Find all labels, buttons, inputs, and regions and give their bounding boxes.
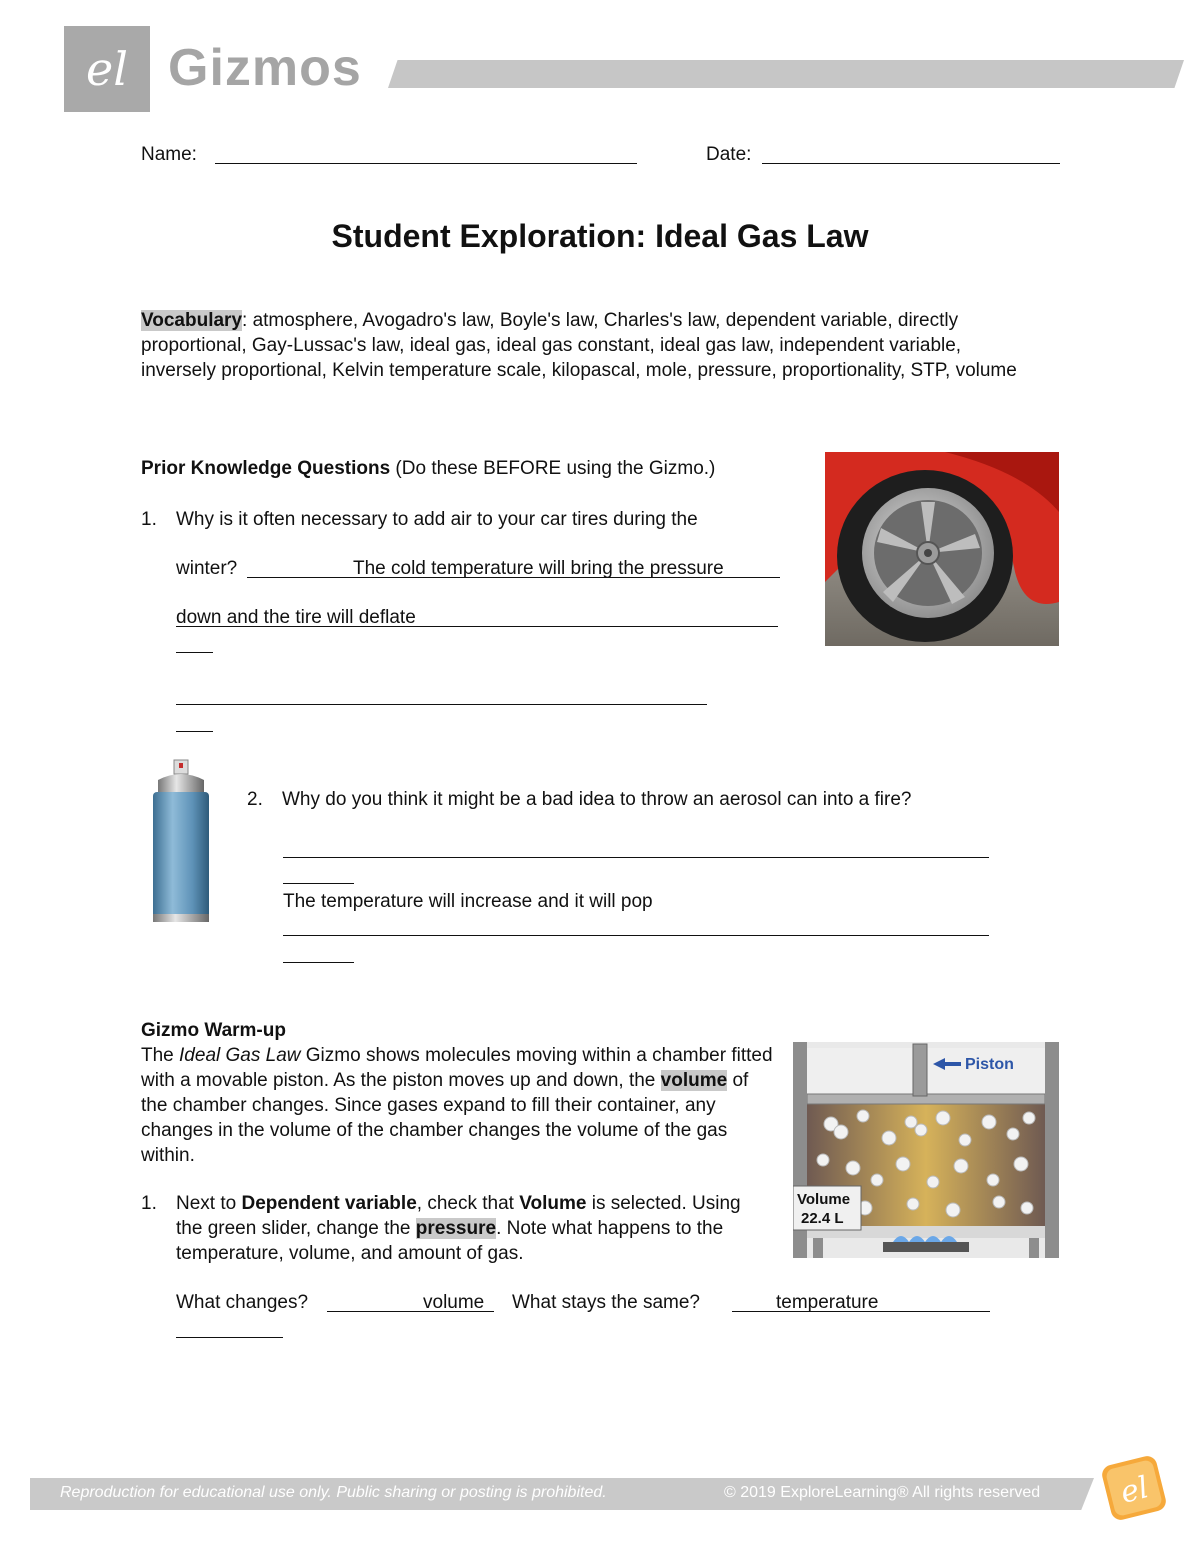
volume-readout-label: Volume [797, 1191, 851, 1208]
footer-disclaimer: Reproduction for educational use only. Public sharing or posting is prohibited. [60, 1484, 607, 1501]
date-field[interactable] [762, 163, 1060, 164]
q1-question: Why is it often necessary to add air to your car tires during the [176, 509, 698, 530]
name-field[interactable] [215, 163, 637, 164]
same-answer: temperature [776, 1292, 879, 1313]
item1-text-d: . Note what happens to the temperature, volume, and amount of gas. [176, 1218, 724, 1264]
changes-label: What changes? [176, 1292, 309, 1313]
svg-text:el: el [1117, 1470, 1153, 1511]
warmup-text-b: Gizmo shows molecules moving within a chamber fitted with a movable piston. As the piston moves up and down, the [141, 1045, 773, 1091]
vocabulary-label: Vocabulary [141, 310, 243, 331]
vocabulary-terms: : atmosphere, Avogadro's law, Boyle's law, Charles's law, dependent variable, directly proportional, Gay-Lussac's law, ideal gas, ideal gas constant, ideal gas law, independent variable, inversely proportional, Kelvin temperature scale, kilopascal, mole, pressure, proportionality, STP, volume [141, 310, 1017, 381]
gizmo-name: Ideal Gas Law [179, 1045, 301, 1066]
page-title: Student Exploration: Ideal Gas Law [331, 218, 869, 254]
q1-answer-part1: The cold temperature will bring the pressure [353, 558, 724, 579]
q2-answer-line-2[interactable] [283, 935, 989, 936]
warmup-text-a: The [141, 1045, 180, 1066]
warmup-paragraph [141, 1043, 773, 1168]
dependent-variable-term: Dependent variable [241, 1193, 417, 1214]
q2-question: Why do you think it might be a bad idea to throw an aerosol can into a fire? [282, 789, 912, 810]
q2-answer-line-1b [283, 883, 354, 884]
prior-knowledge-title: Prior Knowledge Questions [141, 458, 391, 479]
aerosol-can-image [150, 758, 212, 926]
q1-answer-line-3b [176, 731, 213, 732]
gizmo-chamber-image [793, 1042, 1059, 1258]
piston-label: Piston [965, 1056, 1014, 1073]
header-bar [388, 60, 1184, 88]
footer-copyright: © 2019 ExploreLearning® All rights reserved [724, 1484, 1041, 1501]
pressure-highlight: pressure [415, 1218, 497, 1239]
item1-text-c: is selected. Using the green slider, change the [176, 1193, 741, 1239]
car-tire-image [825, 452, 1059, 646]
changes-answer: volume [423, 1292, 485, 1313]
q1-line2-prefix: winter? [176, 558, 238, 579]
q1-number: 1. [141, 509, 157, 530]
warmup-heading: Gizmo Warm-up [141, 1020, 286, 1041]
q2-answer-line-1[interactable] [283, 857, 989, 858]
volume-readout-value: 22.4 L [801, 1210, 844, 1227]
warmup-text-c: of the chamber changes. Since gases expand to fill their container, any changes in the volume of the chamber changes the volume of the gas within. [141, 1070, 749, 1166]
volume-term: Volume [519, 1193, 587, 1214]
warmup-item1-text [176, 1191, 766, 1266]
q1-answer-part2: down and the tire will deflate [176, 607, 416, 628]
item1-text-b: , check that [416, 1193, 520, 1214]
q2-answer-line-2b [283, 962, 354, 963]
prior-knowledge-note: (Do these BEFORE using the Gizmo.) [390, 458, 716, 479]
volume-highlight: volume [660, 1070, 728, 1091]
logo-mark: el [86, 42, 128, 96]
brand-name: Gizmos [168, 39, 362, 97]
warmup-item1-number: 1. [141, 1193, 157, 1214]
same-label: What stays the same? [512, 1292, 700, 1313]
same-answer-line-b [176, 1337, 283, 1338]
date-label: Date: [706, 144, 752, 165]
vocabulary-paragraph [141, 308, 1021, 383]
name-label: Name: [141, 144, 197, 165]
gizmos-logo-icon [64, 26, 150, 112]
prior-knowledge-heading [141, 456, 715, 481]
q1-answer-line-2b [176, 652, 213, 653]
q1-answer-line-3[interactable] [176, 704, 707, 705]
item1-text-a: Next to [176, 1193, 242, 1214]
q2-answer: The temperature will increase and it will pop [283, 891, 653, 912]
explorelearning-logo-icon [1098, 1452, 1170, 1524]
q2-number: 2. [247, 789, 263, 810]
q1-answer-line-2[interactable] [176, 626, 778, 627]
